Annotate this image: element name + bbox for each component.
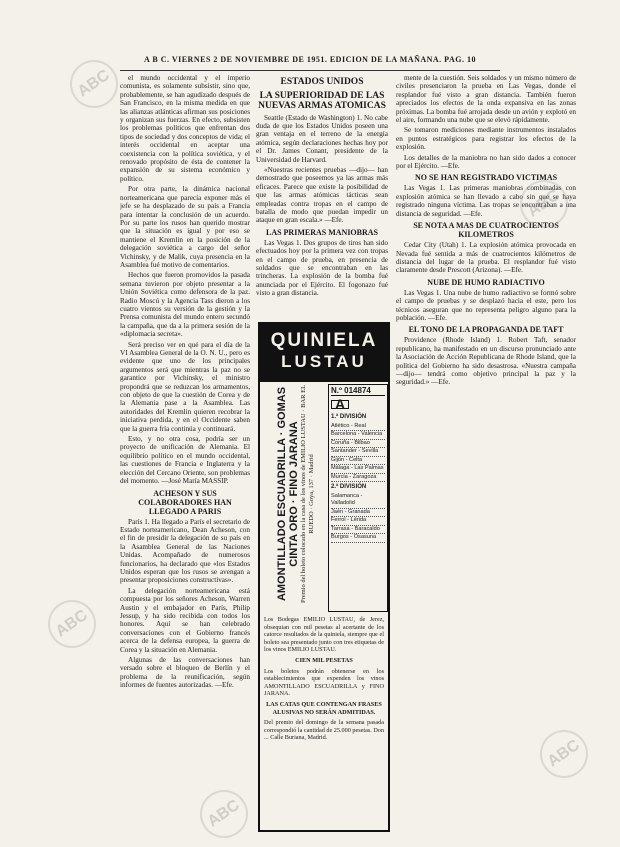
article-paragraph: Las Vegas 1. Las primeras maniobras combinadas con explosión atómica se han llevado a cabo sin que se haya registrado ninguna víctima. Las tropas se encontraban a una distancia de seguridad. —Efe. — [396, 184, 576, 218]
coupon-match-row: Salamanca - Valladolid — [331, 493, 385, 509]
coupon-match-row: Jaén - Granada — [331, 509, 385, 518]
article-paragraph: Providence (Rhode Island) 1. Robert Taft, senador republicano, ha manifestado en un discurso pronunciado ante la Asociación de Acción Republicana de Rhode Island, que la política del Gobierno ha sido desastrosa. «Nuestra campaña —dijo— tendrá como objetivo principal la paz y la seguridad.» —Efe. — [396, 336, 576, 387]
ad-vertical-band — [262, 384, 326, 614]
headline-nube-humo: NUBE DE HUMO RADIACTIVO — [427, 277, 545, 287]
page-masthead: A B C. VIERNES 2 DE NOVIEMBRE DE 1951. EDICION DE LA MAÑANA. PAG. 10 — [144, 55, 476, 64]
article-paragraph: París 1. Ha llegado a París el secretario de Estado norteamericano, Dean Acheson, con el fin de presidir la delegación de su país en la Asamblea General de las Naciones Unidas. Acompañado de numerosos funcionarios, ha declarado que «los Estados Unidos esperan que los rusos se avengan a presentar proposiciones constructivas». — [120, 517, 250, 585]
coupon-match-row: Burgos - Osasuna — [331, 534, 385, 543]
coupon-letter: A — [331, 400, 349, 410]
headline-estados-unidos: ESTADOS UNIDOS — [280, 77, 364, 87]
column-2 — [256, 74, 388, 314]
article-paragraph: Algunas de las conversaciones han versado sobre el bloqueo de Berlín y el problema de la reunificación, según informes de fuentes autorizadas. —Efe. — [120, 656, 250, 690]
headline-no-victimas: NO SE HAN REGISTRADO VICTIMAS — [414, 173, 558, 183]
article-paragraph: Hechos que fueron promovidos la pasada semana tuvieron por objeto presentar a la Unión Soviética como defensora de la paz. Radio Moscú y la Agencia Tass dieron a los cuatro vientos su versión de la gestión y la Prensa comunista del mundo entero secundó la campaña, que da a la primera sesión de la «diplomacia secreta». — [120, 271, 250, 339]
article-paragraph: Cedar City (Utah) 1. La explosión atómica provocada en Nevada fué sentida a más de cuatrocientos kilómetros de distancia del lugar de la prueba. El resplandor fué visto claramente desde Prescott (Arizona). —Efe. — [396, 241, 576, 275]
ad-brand: LUSTAU — [281, 352, 367, 371]
article-paragraph: Los detalles de la maniobra no han sido dados a conocer por el Ejército. —Efe. — [396, 153, 576, 171]
article-paragraph: La delegación norteamericana está compuesta por los señores Acheson, Warren Austin y el embajador en París, Philip Jessup, y ha sido recibida con todos los honores. Aquí se han celebrado conversaciones con el Gobierno francés acerca de la defensa europea, la guerra de Corea y la situación en Alemania. — [120, 586, 250, 654]
abc-watermark: ABC — [511, 171, 578, 238]
division-2-teams — [331, 493, 385, 543]
article-paragraph: mente de la cuestión. Seis soldados y un mismo número de civiles presenciaron la prueba en Las Vegas, donde el resplandor fué visto a gran distancia. También fueron apreciados los efectos de la onda expansiva en las zonas próximas. La bomba fué arrojada desde un avión y explotó en el aire, formando una nube que se elevó rápidamente. — [396, 74, 576, 125]
headline-maniobras: LAS PRIMERAS MANIOBRAS — [265, 227, 378, 237]
ad-paragraph: Del premio del domingo de la semana pasada correspondió la cantidad de 25.000 pesetas. Don ... Calle Buriana, Madrid. — [264, 719, 384, 742]
abc-watermark: ABC — [191, 781, 258, 847]
coupon-match-row: Santander - Sevilla — [331, 448, 385, 457]
article-paragraph: Seattle (Estado de Washington) 1. No cabe duda de que los Estados Unidos poseen una gran ventaja en el terreno de la energía atómica, según declaraciones hechas hoy por el Dr. James Conant, presidente de la Universidad de Harvard. — [256, 113, 388, 164]
article-paragraph: Se tomaron mediciones mediante instrumentos instalados en puntos estratégicos para registrar los efectos de la explosión. — [396, 126, 576, 152]
coupon-number: N.º 014874 — [331, 387, 385, 396]
division-1-teams — [331, 423, 385, 483]
division-2-label: 2.ª DIVISIÓN — [331, 484, 367, 490]
masthead-rule — [120, 70, 500, 71]
coupon-match-row: Málaga - Las Palmas — [331, 465, 385, 474]
article-paragraph: «Nuestras recientes pruebas —dijo— han demostrado que poseemos ya las armas más eficaces. Parece que existe la posibilidad de que las armas atómicas tácticas sean empleadas contra tropas en el campo de batalla de modo que puedan impedir un ataque en gran escala.» —Efe. — [256, 165, 388, 225]
advertisement-quiniela-lustau — [258, 322, 390, 832]
ad-title: QUINIELA — [270, 330, 378, 351]
ad-header — [260, 324, 388, 382]
ad-prize: CIEN MIL PESETAS — [295, 656, 353, 664]
ad-wine-brands: AMONTILLADO ESCUADRILLA · GOMAS CINTA ORO · FINO JARANA — [276, 386, 300, 602]
article-paragraph: Será preciso ver en qué para el día de la VI Asamblea General de la O. N. U., pero es evidente que uno de los principales argumentos será que mientras la paz no se garantice por Vichinsky, el ministro propondrá que se reduzcan los armamentos, con objeto de que la cuestión de Corea y de la Alemania pase a la Asamblea. Las autoridades del Kremlin quieren recobrar la iniciativa perdida, y en el Occidente saben que la guerra fría continúa y continuará. — [120, 340, 250, 433]
abc-watermark: ABC — [39, 591, 106, 658]
article-paragraph: Las Vegas 1. Una nube de humo radiactivo se formó sobre el campo de pruebas y se desplazó hacia el este, pero los técnicos aseguran que no representa peligro alguno para la población. —Efe. — [396, 288, 576, 322]
headline-acheson: ACHESON Y SUS COLABORADORES HAN LLEGADO A PARIS — [138, 488, 232, 516]
headline-cuatrocientos-km: SE NOTA A MAS DE CUATROCIENTOS KILOMETROS — [413, 221, 559, 240]
abc-watermark: ABC — [61, 51, 128, 118]
headline-armas-atomicas: LA SUPERIORIDAD DE LAS NUEVAS ARMAS ATOMICAS — [258, 90, 386, 111]
article-paragraph: Por otra parte, la dinámica nacional norteamericana que parecía exponer más el jefe se ha desplazado de su país a Francia para intentar la conclusión de un acuerdo. Por su parte los rusos han querido mostrar que la situación es igual y por eso se mantiene el Kremlin en la posición de la delegación soviética a cargo del señor Vichinsky, y de Malik, cuya presencia en la Asamblea fué motivo de comentarios. — [120, 185, 250, 269]
coupon-match-row: Gijón - Celta — [331, 457, 385, 466]
column-1 — [120, 74, 250, 834]
coupon-match-row: Atlético - Real — [331, 423, 385, 432]
ad-notice: LAS CATAS QUE CONTENGAN FRASES ALUSIVAS NO SERÁN ADMITIDAS. — [266, 700, 382, 716]
headline-taft: EL TONO DE LA PROPAGANDA DE TAFT — [408, 325, 564, 335]
article-paragraph: Esto, y no otra cosa, podría ser un proyecto de unificación de Alemania. El equilibrio político en el mundo occidental, las cuestiones de Francia e Inglaterra y la elección del Cercano Oriente, son problemas del momento. —José María MASSIP. — [120, 435, 250, 486]
ad-address: Premio del boleto colocado en la casa de los vinos de EMILIO LUSTAU · BAR EL RUEDO · Goya, 137 · Madrid — [300, 384, 315, 604]
coupon-match-row: Tarrasa - Baracaldo — [331, 526, 385, 535]
coupon-match-row: Ferrol - Lérida — [331, 517, 385, 526]
coupon-match-row: Coruña - Bilbao — [331, 440, 385, 449]
abc-watermark: ABC — [531, 721, 598, 788]
division-1-label: 1.ª DIVISIÓN — [331, 414, 367, 420]
quiniela-coupon — [328, 384, 388, 612]
article-paragraph: el mundo occidental y el imperio comunista, es solamente subsistir, sino que, probablemente, se han agudizado después de San Francisco, en la misma medida en que las alianzas atlánticas afirman sus posiciones y organizan sus fuerzas. En efecto, subsisten los problemas políticos que enfrentan dos tipos de sociedad y dos conceptos de vida; el interés occidental en aceptar una coexistencia con la política soviética, y el renovado propósito de ésta de contener la expansión de su sistema económico y político. — [120, 74, 250, 183]
coupon-match-row: Barcelona - Valencia — [331, 431, 385, 440]
ad-body-text — [264, 616, 384, 745]
article-paragraph: Las Vegas 1. Dos grupos de tiros han sido efectuados hoy por la primera vez con tropas en el campo de prueba, en presencia de soldados que se encontraban en las trincheras. La explosión de la bomba fué anunciada por el Ejército. El fogonazo fué visto a gran distancia. — [256, 238, 388, 298]
ad-paragraph: Los boletos podrán obtenerse en los establecimientos que expenden los vinos AMONTILLADO ESCUADRILLA y FINO JARANA. — [264, 667, 384, 698]
ad-paragraph: Los Bodegas EMILIO LUSTAU, de Jerez, obsequian con mil pesetas al acertante de los catorce resultados de la quiniela, siempre que el boleto sea presentado junto con tres etiquetas de los vinos EMILIO LUSTAU. — [264, 616, 384, 654]
coupon-match-row: Murcia - Zaragoza — [331, 474, 385, 483]
